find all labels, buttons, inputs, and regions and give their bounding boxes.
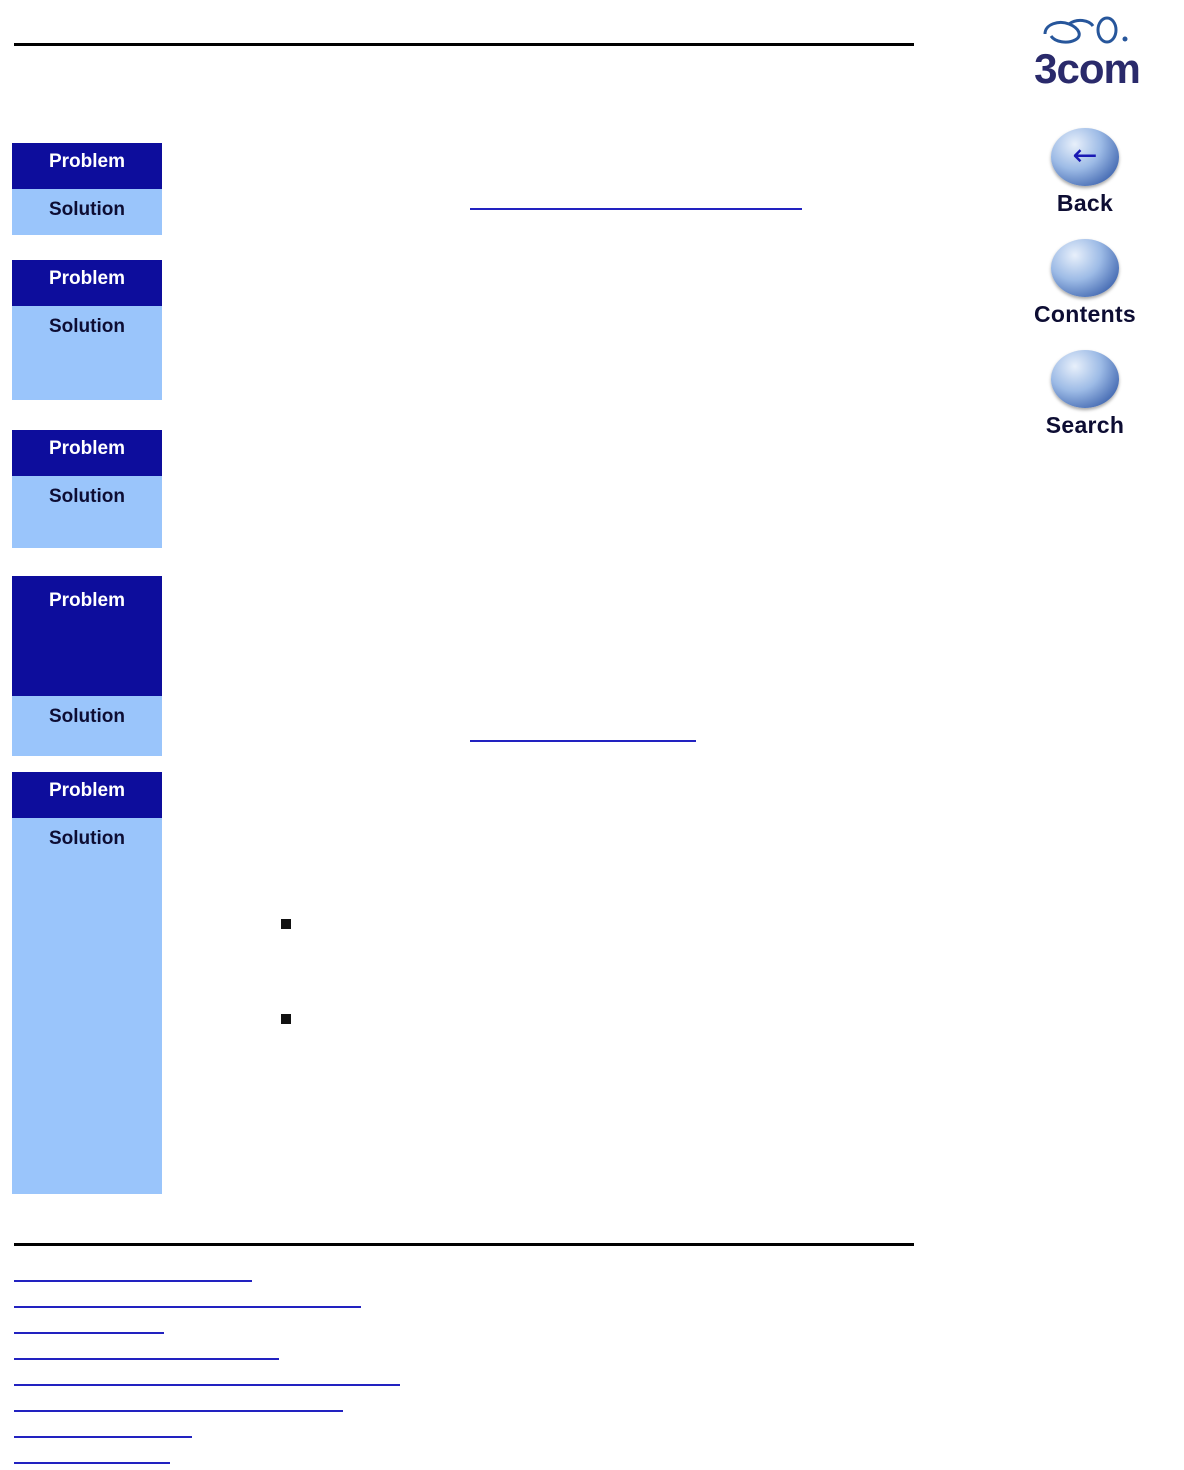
nav-button-contents[interactable] xyxy=(1000,239,1170,328)
problem-header: Problem xyxy=(12,143,162,189)
search-orb-icon[interactable] xyxy=(1051,350,1119,408)
footer-link[interactable] xyxy=(14,1392,534,1418)
problem-header: Problem xyxy=(12,430,162,476)
nav-button-back[interactable] xyxy=(1000,128,1170,217)
3com-swirl-icon xyxy=(1012,14,1162,48)
navigation-buttons xyxy=(1000,128,1170,461)
footer-link[interactable] xyxy=(14,1418,534,1444)
nav-button-search[interactable] xyxy=(1000,350,1170,439)
contents-orb-icon[interactable] xyxy=(1051,239,1119,297)
troubleshooting-entry xyxy=(12,576,162,756)
bottom-horizontal-rule xyxy=(14,1243,914,1246)
back-arrow-icon[interactable]: ← xyxy=(1051,128,1119,186)
footer-link-list xyxy=(14,1262,534,1470)
bullet-marker-icon xyxy=(281,1014,291,1024)
solution-header: Solution xyxy=(12,476,162,548)
solution-header: Solution xyxy=(12,306,162,400)
nav-label-back: Back xyxy=(1056,190,1114,216)
footer-link[interactable] xyxy=(14,1288,534,1314)
brand-logo xyxy=(1012,14,1162,104)
footer-link[interactable] xyxy=(14,1366,534,1392)
footer-link[interactable] xyxy=(14,1444,534,1470)
brand-wordmark: 3com xyxy=(1034,45,1140,92)
troubleshooting-entry xyxy=(12,260,162,400)
nav-label-search: Search xyxy=(1045,412,1125,438)
solution-header: Solution xyxy=(12,189,162,235)
bullet-marker-icon xyxy=(281,919,291,929)
body-hyperlink[interactable] xyxy=(470,208,802,210)
problem-header: Problem xyxy=(12,576,162,696)
troubleshooting-entry xyxy=(12,430,162,548)
troubleshooting-entry xyxy=(12,143,162,235)
footer-link[interactable] xyxy=(14,1262,534,1288)
problem-header: Problem xyxy=(12,772,162,818)
problem-header: Problem xyxy=(12,260,162,306)
footer-link[interactable] xyxy=(14,1340,534,1366)
solution-header: Solution xyxy=(12,696,162,756)
nav-label-contents: Contents xyxy=(1033,301,1137,327)
footer-link[interactable] xyxy=(14,1314,534,1340)
top-horizontal-rule xyxy=(14,43,914,46)
solution-header: Solution xyxy=(12,818,162,1194)
troubleshooting-entry xyxy=(12,772,162,1194)
body-hyperlink[interactable] xyxy=(470,740,696,742)
